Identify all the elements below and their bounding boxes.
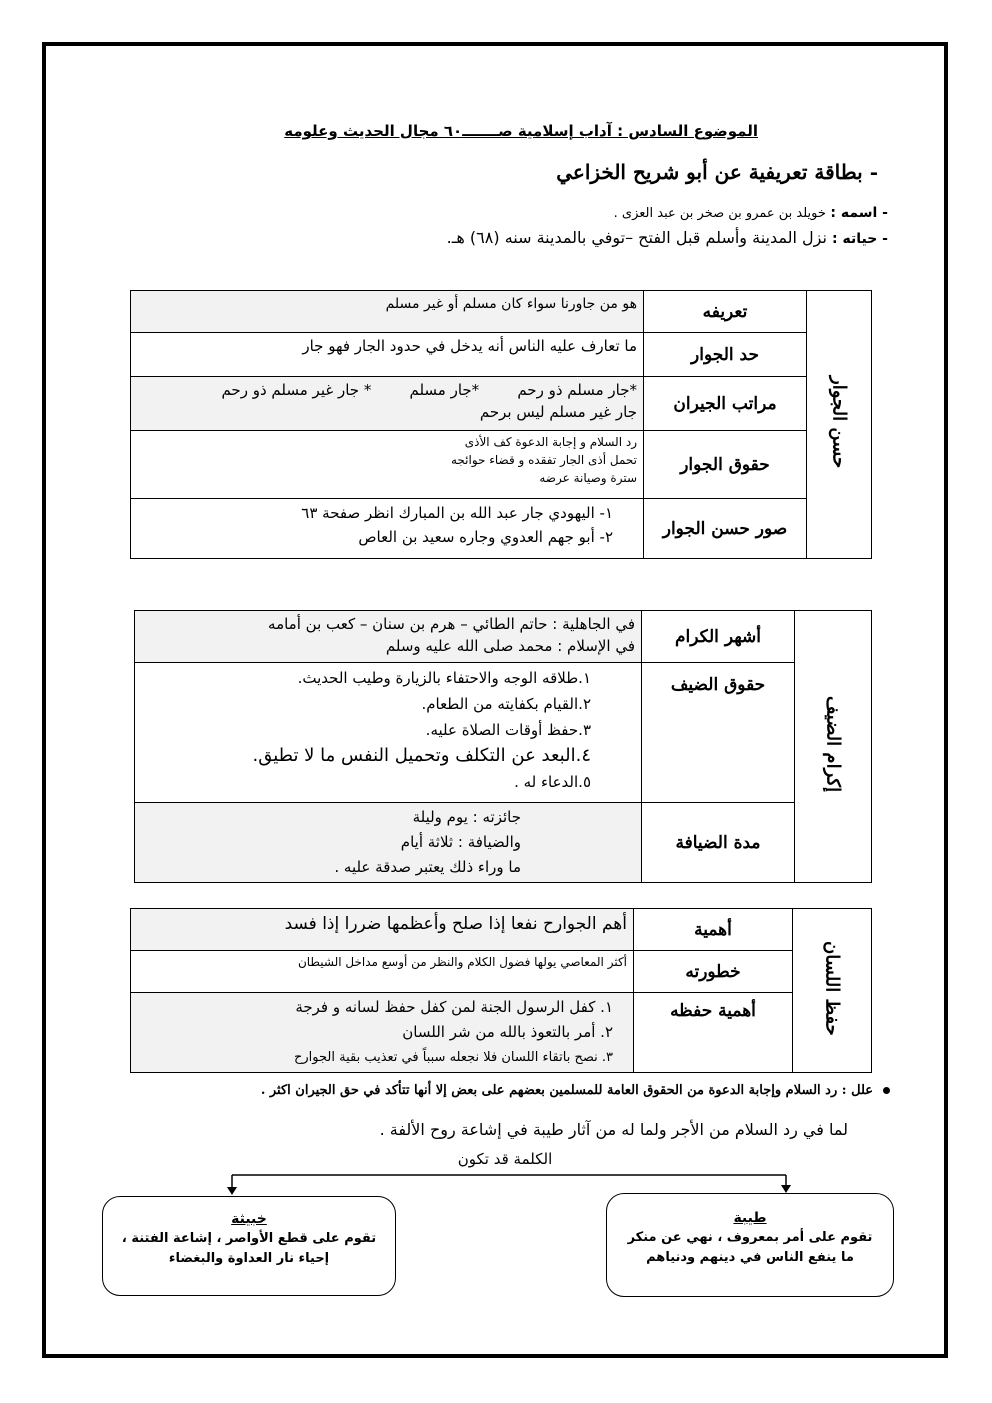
table1-row-content: هو من جاورنا سواء كان مسلم أو غير مسلم xyxy=(131,291,644,333)
table3-row-label: خطورته xyxy=(634,951,793,993)
table2-side-label: إكرام الضيف xyxy=(795,611,872,883)
table3-row-label: أهمية xyxy=(634,909,793,951)
table1-row-label: حد الجوار xyxy=(644,333,807,377)
bad-word-line: تقوم على قطع الأواصر ، إشاعة الفتنة ، xyxy=(121,1231,377,1246)
table1-row-label: حقوق الجوار xyxy=(644,431,807,499)
table1-row-label: مراتب الجيران xyxy=(644,377,807,431)
table1-row-content: رد السلام و إجابة الدعوة كف الأذى تحمل أذى الجار تفقده و قضاء حوائجه سترة وصيانة عرضه xyxy=(131,431,644,499)
table2-row-label: حقوق الضيف xyxy=(642,663,795,803)
bad-word-title: خبيثة xyxy=(231,1211,267,1227)
page-title: الموضوع السادس : آداب إسلامية صـــــــ٦٠ مجال الحديث وعلومه xyxy=(284,122,758,140)
name-value: خويلد بن عمرو بن صخر بن عبد العزى . xyxy=(613,206,826,221)
table2-row-content: جائزته : يوم وليلة والضيافة : ثلاثة أيام ما وراء ذلك يعتبر صدقة عليه . xyxy=(135,803,642,883)
good-word-title: طيبة xyxy=(733,1210,767,1226)
arrow-right-head xyxy=(781,1185,791,1193)
card-title: - بطاقة تعريفية عن أبو شريح الخزاعي xyxy=(556,160,878,184)
table1-row-label: تعريفه xyxy=(644,291,807,333)
table3-side-label: حفظ اللسان xyxy=(793,909,872,1073)
good-word-box xyxy=(606,1193,894,1297)
table1-row-content: ما تعارف عليه الناس أنه يدخل في حدود الجار فهو جار xyxy=(131,333,644,377)
bad-word-line: إحياء نار العداوة والبغضاء xyxy=(168,1251,330,1266)
good-word-line: تقوم على أمر بمعروف ، نهي عن منكر xyxy=(627,1230,873,1245)
life-label: - حياته : xyxy=(832,231,888,247)
arrow-left-head xyxy=(227,1187,237,1195)
table1-row-content: ١- اليهودي جار عبد الله بن المبارك انظر صفحة ٦٣ ٢- أبو جهم العدوي وجاره سعيد بن العاص xyxy=(131,499,644,559)
table2-row-label: أشهر الكرام xyxy=(642,611,795,663)
table1-side-label: حسن الجوار xyxy=(807,291,872,559)
name-label: - اسمه : xyxy=(830,205,888,221)
table3-row-content: أهم الجوارح نفعا إذا صلح وأعظمها ضررا إذا فسد xyxy=(131,909,634,951)
bad-word-box xyxy=(102,1196,396,1296)
diagram-root: الكلمة قد تكون xyxy=(457,1150,553,1168)
table3-row-label: أهمية حفظه xyxy=(634,993,793,1073)
question-text: علل : رد السلام وإجابة الدعوة من الحقوق العامة للمسلمين بعضهم على بعض إلا أنها تتأكد في حق الجيران اكثر . xyxy=(260,1083,873,1098)
table2-row-content: ١.طلاقه الوجه والاحتفاء بالزيارة وطيب الحديث. ٢.القيام بكفايته من الطعام. ٣.حفظ أوقات الصلاة عليه. ٤.البعد عن التكلف وتحميل النفس ما لا تطيق. ٥.الدعاء له . xyxy=(135,663,642,803)
life-value: نزل المدينة وأسلم قبل الفتح –توفي بالمدينة سنه (٦٨) هـ. xyxy=(446,228,827,247)
table2-row-content: في الجاهلية : حاتم الطائي – هرم بن سنان – كعب بن أمامه في الإسلام : محمد صلى الله عليه وسلم xyxy=(135,611,642,663)
table3-row-content: ١. كفل الرسول الجنة لمن كفل حفظ لسانه و فرجة ٢. أمر بالتعوذ بالله من شر اللسان ٣. نصح باتقاء اللسان فلا نجعله سبباً في تعذيب بقية الجوارح xyxy=(131,993,634,1073)
table3-row-content: أكثر المعاصي يولها فضول الكلام والنظر من أوسع مداخل الشيطان xyxy=(131,951,634,993)
answer-text: لما في رد السلام من الأجر ولما له من آثار طيبة في إشاعة روح الألفة . xyxy=(379,1120,848,1139)
good-word-line: ما ينفع الناس في دينهم ودنياهم xyxy=(646,1250,854,1265)
table1-row-content: *جار مسلم ذو رحم *جار مسلم * جار غير مسلم ذو رحم جار غير مسلم ليس برحم xyxy=(131,377,644,431)
table2-row-label: مدة الضيافة xyxy=(642,803,795,883)
table1-row-label: صور حسن الجوار xyxy=(644,499,807,559)
